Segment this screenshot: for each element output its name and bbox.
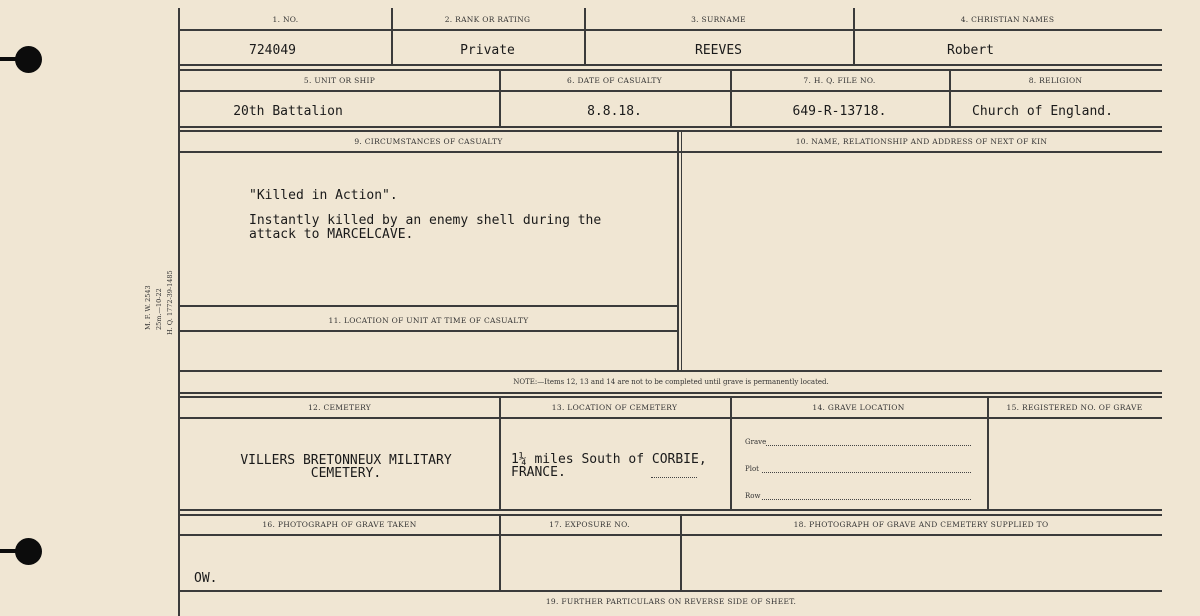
cemetery-line-1: VILLERS BRETONNEUX MILITARY bbox=[240, 453, 452, 468]
rule bbox=[180, 509, 1162, 511]
christian-names-value: Robert bbox=[947, 43, 994, 58]
rule bbox=[180, 305, 677, 307]
rank-value: Private bbox=[460, 43, 515, 58]
label-location-of-unit: 11. LOCATION OF UNIT AT TIME OF CASUALTY bbox=[328, 316, 529, 325]
label-exposure-no: 17. EXPOSURE NO. bbox=[549, 520, 630, 529]
label-file-no: 7. H. Q. FILE NO. bbox=[803, 76, 876, 85]
row-field-line bbox=[762, 499, 971, 500]
label-location-of-cemetery: 13. LOCATION OF CEMETERY bbox=[551, 403, 678, 412]
label-no: 1. NO. bbox=[272, 15, 299, 24]
rule bbox=[180, 370, 1162, 372]
surname-value: REEVES bbox=[695, 43, 742, 58]
rule bbox=[681, 130, 682, 370]
label-circumstances: 9. CIRCUMSTANCES OF CASUALTY bbox=[354, 137, 503, 146]
cemetery-line-2: CEMETERY. bbox=[310, 466, 382, 481]
rule bbox=[180, 29, 1162, 31]
label-date: 6. DATE OF CASUALTY bbox=[567, 76, 662, 85]
grave-field-line bbox=[766, 445, 971, 446]
label-unit: 5. UNIT OR SHIP bbox=[303, 76, 376, 85]
cemetery-location-line-1: 1¼ miles South of CORBIE, bbox=[511, 452, 707, 467]
rule bbox=[180, 514, 1162, 516]
date-value: 8.8.18. bbox=[587, 104, 642, 119]
circumstances-line-3: attack to MARCELCAVE. bbox=[249, 227, 414, 242]
rule bbox=[180, 64, 1162, 66]
label-photograph-taken: 16. PHOTOGRAPH OF GRAVE TAKEN bbox=[262, 520, 417, 529]
cemetery-location-line-2: FRANCE. bbox=[511, 465, 566, 480]
label-grave-location: 14. GRAVE LOCATION bbox=[812, 403, 905, 412]
footer-note: 19. FURTHER PARTICULARS ON REVERSE SIDE OF SHEET. bbox=[545, 597, 797, 606]
dotted-mark bbox=[651, 477, 697, 478]
side-code-1: M. F. W. 2543 bbox=[144, 285, 152, 330]
rule bbox=[180, 126, 1162, 128]
rule bbox=[180, 330, 677, 332]
punch-hole-bottom bbox=[15, 538, 42, 565]
rule bbox=[180, 151, 1162, 153]
side-code-2: 25m.—10-22 bbox=[155, 288, 163, 330]
rule bbox=[987, 396, 989, 509]
rule bbox=[180, 534, 1162, 536]
punch-hole-top bbox=[15, 46, 42, 73]
rule bbox=[180, 590, 1162, 592]
grave-field-label: Grave bbox=[745, 438, 767, 446]
plot-field-line bbox=[762, 472, 971, 473]
label-religion: 8. RELIGION bbox=[1028, 76, 1083, 85]
rule bbox=[180, 396, 1162, 398]
label-registered-no: 15. REGISTERED NO. OF GRAVE bbox=[1006, 403, 1143, 412]
note-text: NOTE:—Items 12, 13 and 14 are not to be completed until grave is permanently located. bbox=[513, 378, 829, 386]
row-field-label: Row bbox=[745, 492, 761, 500]
rule bbox=[180, 69, 1162, 71]
label-cemetery: 12. CEMETERY bbox=[307, 403, 372, 412]
label-christian-names: 4. CHRISTIAN NAMES bbox=[960, 15, 1055, 24]
rule bbox=[180, 417, 1162, 419]
unit-value: 20th Battalion bbox=[233, 104, 343, 119]
label-photograph-supplied: 18. PHOTOGRAPH OF GRAVE AND CEMETERY SUPPLIED TO bbox=[793, 520, 1049, 529]
circumstances-line-2: Instantly killed by an enemy shell during the bbox=[249, 213, 602, 228]
label-next-of-kin: 10. NAME, RELATIONSHIP AND ADDRESS OF NEXT OF KIN bbox=[795, 137, 1048, 146]
label-rank: 2. RANK OR RATING bbox=[444, 15, 531, 24]
rule bbox=[180, 392, 1162, 394]
plot-field-label: Plot bbox=[745, 465, 759, 473]
side-code-3: H. Q. 1772-39-1485 bbox=[166, 270, 174, 335]
religion-value: Church of England. bbox=[972, 104, 1113, 119]
rule bbox=[180, 130, 1162, 132]
label-surname: 3. SURNAME bbox=[691, 15, 746, 24]
file-no-value: 649-R-13718. bbox=[792, 104, 887, 119]
service-number: 724049 bbox=[249, 43, 296, 58]
rule bbox=[677, 130, 679, 370]
rule bbox=[730, 396, 732, 509]
photograph-value: OW. bbox=[194, 571, 218, 586]
rule bbox=[180, 90, 1162, 92]
circumstances-line-1: "Killed in Action". bbox=[249, 188, 398, 203]
